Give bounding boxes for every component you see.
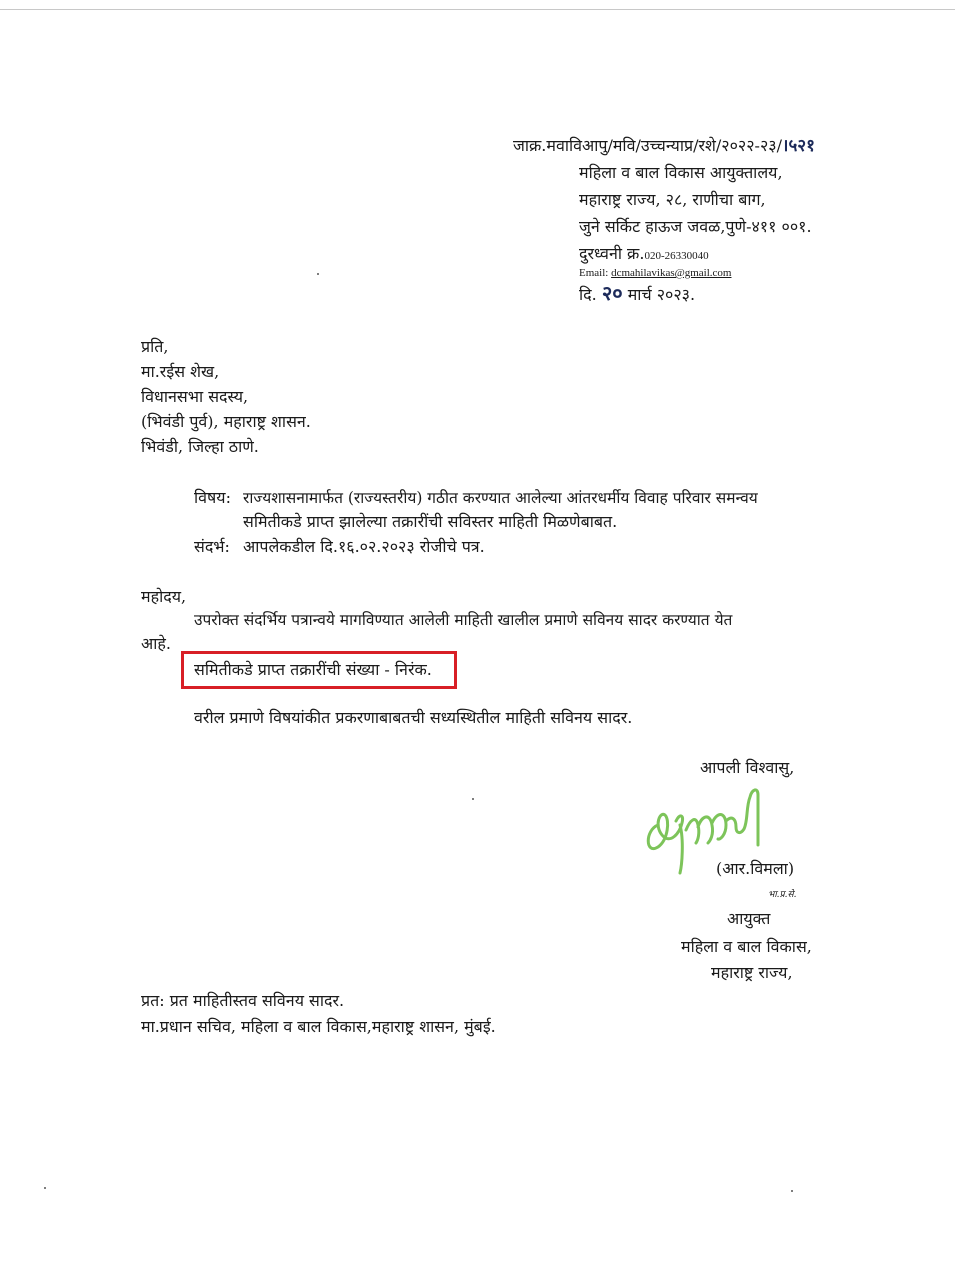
phone-line [579, 244, 709, 264]
paragraph-2: वरील प्रमाणे विषयांकीत प्रकरणाबाबतची सध्यस्थितील माहिती सविनय सादर. [194, 708, 633, 727]
phone-label: दुरध्वनी क्र. [579, 244, 645, 263]
scan-speck [44, 1187, 46, 1189]
salutation: महोदय, [141, 587, 187, 606]
subject-label: विषय: [194, 488, 231, 507]
copy-line-2: मा.प्रधान सचिव, महिला व बाल विकास,महाराष्ट्र शासन, मुंबई. [141, 1017, 496, 1036]
date-day-handwritten: २० [601, 281, 623, 305]
email-address[interactable]: dcmahilavikas@gmail.com [611, 267, 732, 279]
highlighted-statement: समितीकडे प्राप्त तक्रारींची संख्या - निरंक. [194, 660, 432, 679]
closing: आपली विश्वासु, [700, 758, 795, 777]
paragraph-1-line-2: आहे. [141, 634, 171, 653]
subject-line-2: समितीकडे प्राप्त झालेल्या तक्रारींची सविस्तर माहिती मिळणेबाबत. [243, 512, 618, 531]
signatory-name: (आर.विमला) [716, 859, 795, 878]
reference-handwritten-number: ।५२१ [782, 136, 815, 156]
subject-line-1: राज्यशासनामार्फत (राज्यस्तरीय) गठीत करण्यात आलेल्या आंतरधर्मीय विवाह परिवार समन्वय [243, 489, 758, 507]
recipient-line-1: प्रति, [141, 337, 169, 356]
email-line [579, 266, 731, 280]
recipient-line-5: भिवंडी, जिल्हा ठाणे. [141, 437, 259, 456]
copy-line-1: प्रत: प्रत माहितीस्तव सविनय सादर. [141, 991, 345, 1010]
reference-text: आपलेकडील दि.१६.०२.२०२३ रोजीचे पत्र. [243, 537, 485, 556]
reference-label: संदर्भ: [194, 537, 230, 556]
scan-speck [791, 1190, 793, 1192]
letter-date [579, 283, 695, 305]
date-rest: मार्च २०२३. [627, 285, 696, 304]
address-line-1: महाराष्ट्र राज्य, २८, राणीचा बाग, [579, 190, 766, 209]
reference-prefix: जाक्र.मवाविआपु/मवि/उच्चन्याप्र/रशे/२०२२-२३/ [513, 136, 782, 155]
page-top-border [0, 9, 955, 10]
scan-speck [317, 273, 319, 275]
date-prefix: दि. [579, 285, 597, 304]
signatory-state: महाराष्ट्र राज्य, [711, 963, 793, 982]
recipient-line-2: मा.रईस शेख, [141, 362, 220, 381]
signatory-service: भा.प्र.से. [768, 890, 797, 900]
phone-number: 020-26330040 [644, 250, 709, 262]
signatory-title: आयुक्त [727, 909, 771, 928]
email-label: Email: [579, 267, 609, 279]
reference-number [513, 136, 815, 156]
signatory-department: महिला व बाल विकास, [681, 937, 812, 956]
address-line-2: जुने सर्किट हाऊज जवळ,पुणे-४११ ००१. [579, 217, 812, 236]
paragraph-1-line-1: उपरोक्त संदर्भिय पत्रान्वये मागविण्यात आलेली माहिती खालील प्रमाणे सविनय सादर करण्यात येत [194, 611, 733, 629]
recipient-line-3: विधानसभा सदस्य, [141, 387, 249, 406]
recipient-line-4: (भिवंडी पुर्व), महाराष्ट्र शासन. [141, 412, 311, 431]
office-name: महिला व बाल विकास आयुक्तालय, [579, 163, 783, 182]
scan-speck [472, 798, 474, 800]
